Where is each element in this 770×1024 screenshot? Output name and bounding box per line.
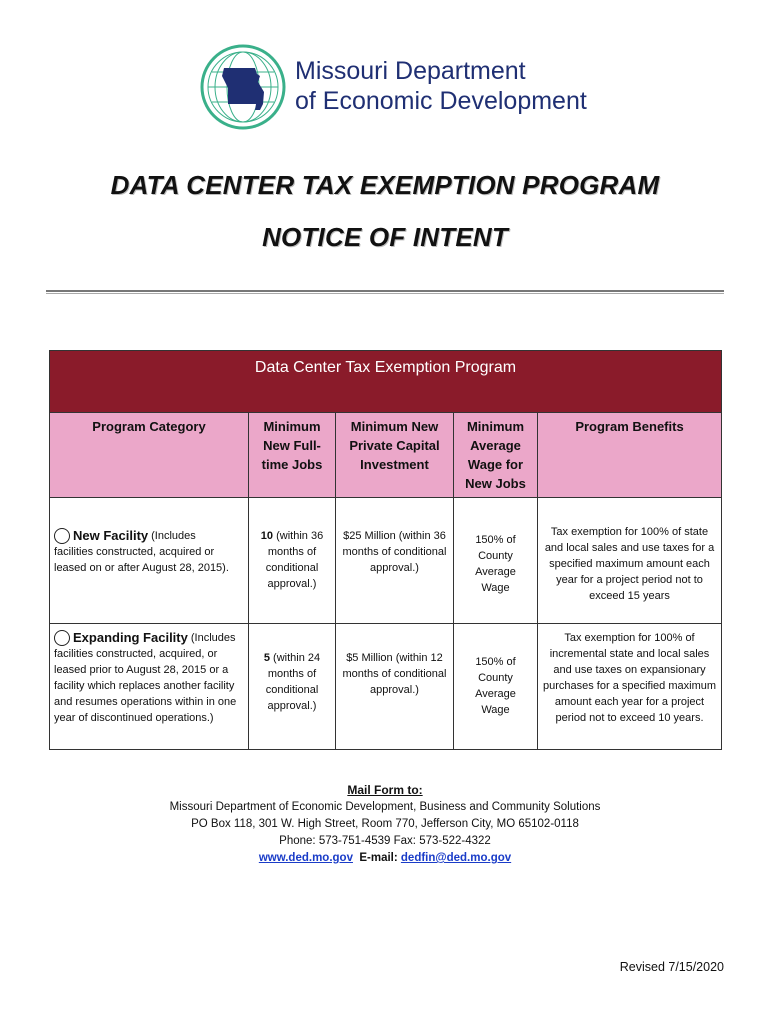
category-name: Expanding Facility: [73, 630, 188, 645]
form-title: DATA CENTER TAX EXEMPTION PROGRAM: [110, 170, 660, 200]
website-link[interactable]: www.ded.mo.gov: [258, 852, 353, 864]
jobs-detail: (within 36 months of conditional approval.): [265, 530, 324, 590]
category-cell: [50, 624, 249, 750]
mail-org: Missouri Department of Economic Development, Business and Community Solutions: [169, 801, 601, 813]
table-banner: Data Center Tax Exemption Program: [50, 351, 722, 413]
category-cell: [50, 498, 249, 624]
email-label: E-mail:: [359, 852, 398, 864]
logo-line-2: of Economic Development: [295, 87, 587, 115]
department-logo: [200, 44, 600, 134]
program-table: [49, 350, 722, 750]
header-min-jobs: Minimum New Full-time Jobs: [249, 413, 336, 498]
jobs-cell: [249, 624, 336, 750]
table-row: [50, 498, 722, 624]
jobs-number: 5: [263, 652, 270, 664]
category-description: facilities constructed, acquired, or leased prior to August 28, 2015 or a facility which replaces another facility and resumes operations within in one year of discontinued operations.): [54, 648, 237, 724]
email-link[interactable]: dedfin@ded.mo.gov: [400, 852, 512, 864]
mail-phone: Phone: 573-751-4539 Fax: 573-522-4322: [279, 835, 491, 847]
revised-date: Revised 7/15/2020: [619, 960, 724, 974]
mail-address: PO Box 118, 301 W. High Street, Room 770, Jefferson City, MO 65102-0118: [191, 818, 579, 830]
benefits-cell: Tax exemption for 100% of state and local sales and use taxes for a specified maximum amount each year for a project period not to exceed 15 years: [538, 498, 722, 624]
header-program-category: Program Category: [50, 413, 249, 498]
header-min-investment: Minimum New Private Capital Investment: [336, 413, 454, 498]
wage-cell: 150% of County Average Wage: [454, 624, 538, 750]
category-desc-lead: (Includes: [151, 530, 196, 542]
header-min-wage: Minimum Average Wage for New Jobs: [454, 413, 538, 498]
table-row: [50, 624, 722, 750]
title-divider: [46, 290, 724, 292]
missouri-globe-seal-icon: [200, 44, 286, 130]
investment-cell: $5 Million (within 12 months of conditional approval.): [336, 624, 454, 750]
category-description: facilities constructed, acquired or leased on or after August 28, 2015).: [54, 546, 229, 574]
form-subtitle: NOTICE OF INTENT: [262, 222, 508, 252]
category-name: New Facility: [73, 528, 149, 543]
mail-heading: Mail Form to:: [347, 783, 423, 797]
jobs-detail: (within 24 months of conditional approval.): [265, 652, 321, 712]
investment-cell: $25 Million (within 36 months of conditional approval.): [336, 498, 454, 624]
mail-section: [0, 782, 770, 867]
title-divider-secondary: [46, 293, 724, 294]
benefits-cell: Tax exemption for 100% of incremental state and local sales and use taxes on expansionary purchases for a specified maximum amount each year for a project period not to exceed 10 years.: [538, 624, 722, 750]
jobs-number: 10: [260, 530, 274, 542]
logo-line-1: Missouri Department: [295, 57, 526, 85]
category-desc-lead: (Includes: [190, 632, 236, 644]
wage-cell: 150% of County Average Wage: [454, 498, 538, 624]
new-facility-radio[interactable]: [54, 528, 70, 544]
jobs-cell: [249, 498, 336, 624]
expanding-facility-radio[interactable]: [54, 630, 70, 646]
header-program-benefits: Program Benefits: [538, 413, 722, 498]
